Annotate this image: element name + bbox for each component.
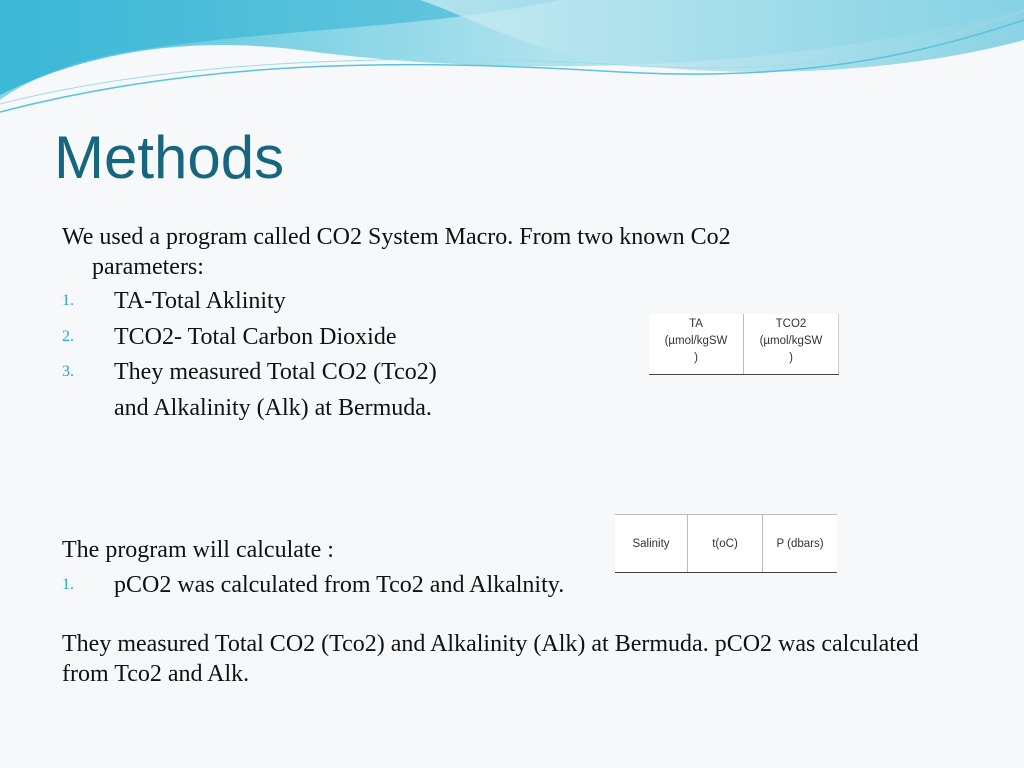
list-text: They measured Total CO2 (Tco2) (114, 359, 437, 385)
header-line: (µmol/kgSW (759, 335, 823, 347)
intro-line-1: We used a program called CO2 System Macro. From two known Co2 (62, 224, 731, 250)
list-text: pCO2 was calculated from Tco2 and Alkalnity. (114, 572, 565, 598)
ta-tco2-table (649, 314, 839, 375)
list-number: 1. (62, 576, 74, 593)
intro-paragraph (62, 222, 882, 282)
header-line: TCO2 (775, 318, 807, 330)
table-header-salinity: Salinity (615, 515, 688, 573)
list-number: 2. (62, 327, 74, 345)
list-text: and Alkalinity (Alk) at Bermuda. (114, 394, 432, 421)
header-line: ) (694, 352, 698, 364)
list-text: TA-Total Aklinity (114, 288, 286, 314)
salinity-temp-pressure-table (615, 514, 837, 573)
header-line: TA (689, 318, 703, 330)
table-header-ta (649, 314, 744, 375)
calculate-heading: The program will calculate : (62, 537, 334, 563)
list-number: 1. (62, 292, 74, 309)
summary-paragraph: They measured Total CO2 (Tco2) and Alkalinity (Alk) at Bermuda. pCO2 was calculated from Tco2 and Alk. (62, 631, 919, 687)
header-line: (µmol/kgSW (664, 335, 728, 347)
slide-title: Methods (54, 124, 285, 191)
table-header-temperature: t(oC) (688, 515, 763, 573)
table-header-tco2 (744, 314, 839, 375)
list-number: 3. (62, 363, 74, 380)
header-wave-decoration (0, 0, 1024, 120)
intro-line-2: parameters: (92, 254, 204, 280)
list-text: TCO2- Total Carbon Dioxide (114, 323, 397, 350)
header-line: ) (789, 352, 793, 364)
table-header-pressure: P (dbars) (763, 515, 838, 573)
